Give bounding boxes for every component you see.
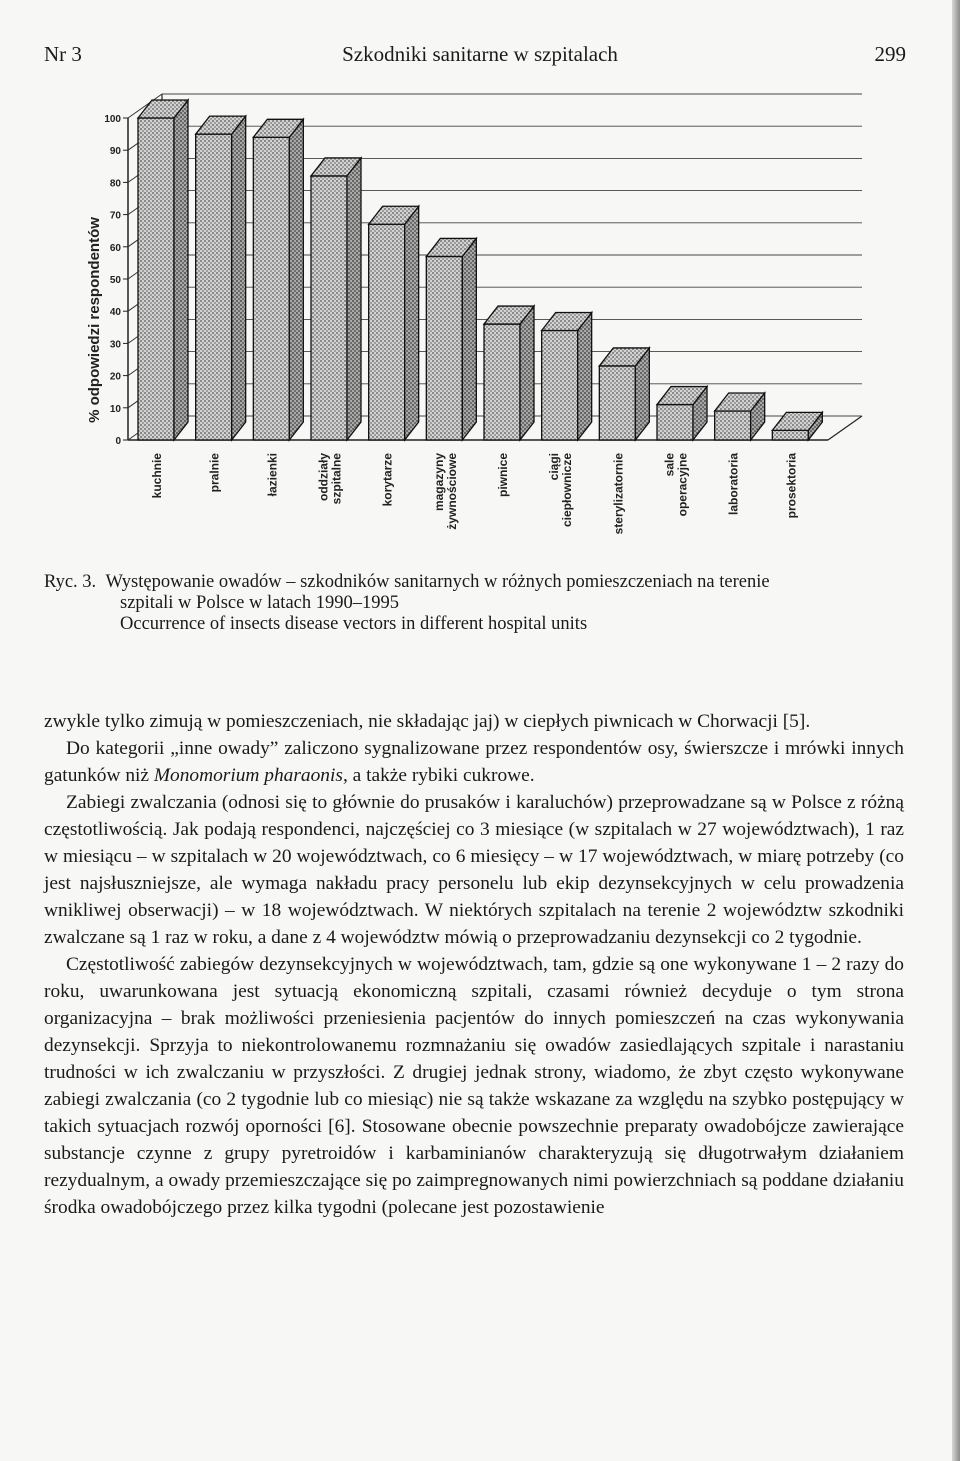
bar-side: [520, 306, 534, 440]
bar-front: [657, 405, 693, 440]
bar-front: [196, 134, 232, 440]
figure-caption: [44, 572, 924, 635]
bar: [369, 206, 419, 440]
category-label: korytarze: [380, 453, 395, 507]
bar-side: [174, 100, 188, 440]
bar-side: [347, 158, 361, 440]
y-tick-label: 60: [109, 242, 121, 254]
bar: [599, 348, 649, 440]
paragraph-4: Częstotliwość zabiegów dezynsekcyjnych w województwach, tam, gdzie są one wykonywane 1 – 2 razy do roku, uwarunkowana jest sytuacją ekonomiczną szpitali, czasami również decyduje o tym strona organizacyjna – brak możliwości przeniesienia pacjentów do innych pomieszczeń na czas wykonywania dezynsekcji. Sprzyja to niekontrolowanemu rozmnażaniu się owadów zasiedlających szpitale i narastaniu trudności w ich zwalczaniu w przyszłości. Z drugiej jednak strony, wiadomo, że zbyt często wykonywane zabiegi zwalczania (co 2 tygodnie lub co miesiąc) nie są także wskazane za względu na szybko postępujący w takich sytuacjach rozwój oporności [6]. Stosowane obecnie powszechnie preparaty owadobójcze zawierające substancje czynne z grupy pyretroidów i karbaminianów charakteryzują się długotrwałym działaniem rezydualnym, a owady przemieszczające się po zaimpregnowanych nimi powierzchniach są poddane działaniu środka owadobójczego przez kilka tygodni (polecane jest pozostawienie: [44, 954, 904, 1218]
bar: [657, 387, 707, 440]
category-label: piwnice: [496, 453, 510, 498]
bar-front: [484, 324, 520, 440]
category-label: magazyny: [431, 453, 446, 512]
y-tick-label: 20: [109, 371, 121, 383]
caption-line-2: szpitali w Polsce w latach 1990–1995: [120, 593, 399, 613]
category-label: sterylizatornie: [611, 453, 626, 535]
bar-front: [369, 224, 405, 440]
paragraph-3: Zabiegi zwalczania (odnosi się to głównie do prusaków i karaluchów) przeprowadzane są w Polsce z różną częstotliwością. Jak podają respondenci, najczęściej co 3 miesiące (w szpitalach w 27 województwach), 1 raz w miesiącu – w szpitalach w 20 województwach, co 6 miesięcy – w 17 województwach, w miarę potrzeby (co jest najsłuszniejsze, ale wymaga nakładu pracy personelu lub ekip dezynsekcyjnych w celu prowadzenia wnikliwej obserwacji) – w 18 województwach. W niektórych szpitalach na terenie 2 województw szkodniki zwalczane są 1 raz w roku, a dane z 4 województw mówią o przeprowadzaniu dezynsekcji co 2 tygodnie.: [44, 792, 904, 948]
journal-issue: Nr 3: [44, 42, 82, 66]
bar-side: [462, 238, 476, 440]
category-label: żywnościowe: [444, 453, 459, 530]
y-tick-label: 30: [109, 339, 121, 351]
page-number: 299: [874, 42, 906, 66]
bar: [138, 100, 188, 440]
category-label: oddziały: [316, 453, 331, 502]
y-tick-label: 70: [109, 210, 121, 222]
caption-line-3: Occurrence of insects disease vectors in different hospital units: [120, 614, 588, 634]
bar-side: [578, 313, 592, 440]
paragraph-2-text-b: , a także rybiki cukrowe.: [342, 765, 535, 786]
paragraph-1: zwykle tylko zimują w pomieszczeniach, nie składając jaj) w ciepłych piwnicach w Chorwacji [5].: [44, 711, 811, 732]
category-label: szpitalne: [329, 453, 344, 505]
bar-side: [405, 206, 419, 440]
y-tick-label: 100: [104, 114, 121, 125]
body-text: [44, 708, 904, 1221]
chart-bars: [138, 100, 822, 440]
bar-front: [599, 366, 635, 440]
bar: [253, 119, 303, 440]
y-axis-title: % odpowiedzi respondentów: [86, 217, 103, 423]
bar-side: [289, 119, 303, 440]
bar-front: [138, 118, 174, 440]
bar: [484, 306, 534, 440]
category-label: kuchnie: [150, 453, 164, 499]
bar-chart: [0, 88, 900, 558]
species-name: Monomorium pharaonis: [153, 765, 343, 786]
bar-front: [542, 331, 578, 440]
y-tick-label: 90: [109, 146, 121, 158]
page-edge-shadow: [952, 0, 960, 1461]
bar: [196, 116, 246, 440]
category-label: ciepłownicze: [560, 453, 575, 528]
bar-front: [772, 430, 808, 440]
paragraph-2-text-a: Do kategorii „inne owady” zaliczono sygnalizowane przez respondentów osy, świerszcze i mrówki innych gatunków niż: [44, 738, 904, 786]
paragraph-2: [44, 735, 904, 789]
bar-front: [253, 137, 289, 440]
caption-line-1: Występowanie owadów – szkodników sanitarnych w różnych pomieszczeniach na terenie: [105, 572, 770, 592]
running-header: [0, 42, 960, 72]
category-label: łazienki: [265, 453, 280, 497]
category-label: pralnie: [207, 453, 222, 493]
bar: [772, 412, 822, 440]
bar-front: [715, 411, 751, 440]
y-tick-label: 80: [109, 178, 121, 190]
category-label: prosektoria: [784, 453, 799, 519]
bar: [426, 238, 476, 440]
bar-side: [232, 116, 246, 440]
y-tick-label: 50: [109, 275, 121, 286]
category-label: operacyjne: [675, 453, 690, 517]
bar-front: [426, 256, 462, 440]
category-label: sale: [662, 453, 677, 477]
category-label: laboratoria: [726, 453, 741, 516]
y-tick-label: 10: [109, 403, 121, 415]
y-tick-label: 0: [115, 436, 121, 447]
running-title: Szkodniki sanitarne w szpitalach: [342, 42, 618, 66]
bar: [311, 158, 361, 440]
floor-edge: [828, 416, 862, 440]
y-tick-label: 40: [109, 307, 121, 319]
bar: [715, 393, 765, 440]
caption-label: Ryc. 3.: [44, 572, 97, 592]
bar: [542, 313, 592, 440]
bar-front: [311, 176, 347, 440]
category-label: ciągi: [547, 453, 562, 481]
